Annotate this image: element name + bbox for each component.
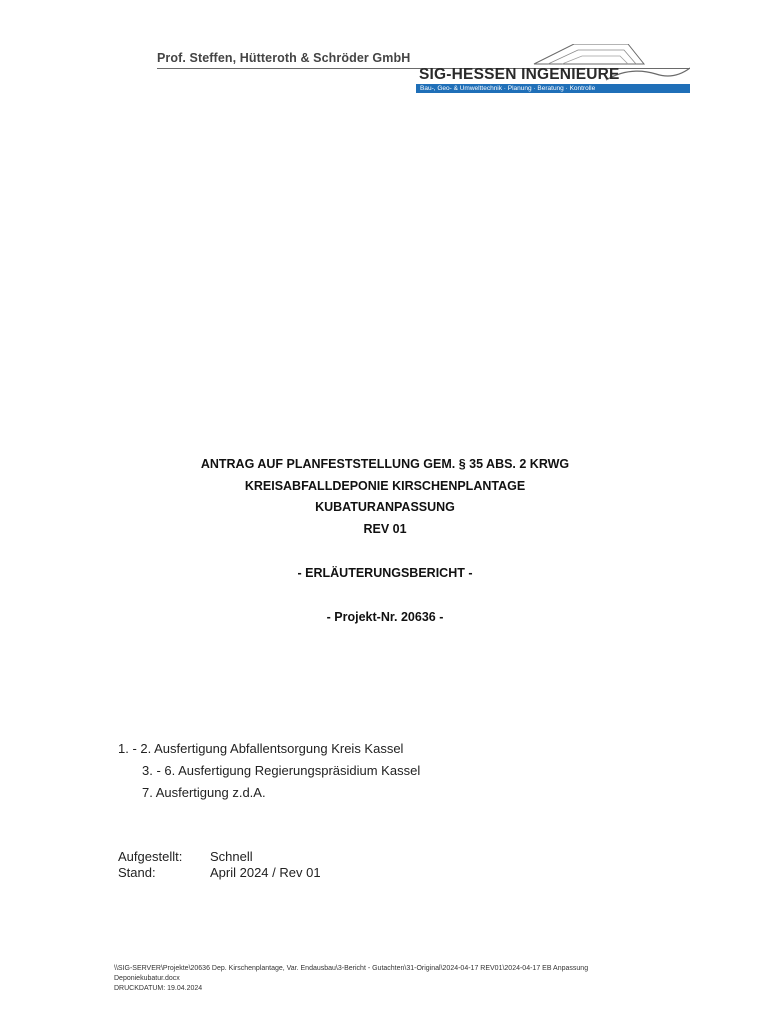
distribution-item: 1. - 2. Ausfertigung Abfallentsorgung Kreis Kassel bbox=[118, 741, 404, 756]
author-value: Schnell bbox=[210, 849, 253, 864]
author-label: Aufgestellt: bbox=[118, 849, 183, 864]
file-path-line-1: \\SIG-SERVER\Projekte\20636 Dep. Kirschenplantage, Var. Endausbau\3-Bericht - Gutachten\31-Original\2024-04-17 REV01\2024-04-17 EB Anpassung bbox=[114, 965, 589, 972]
project-number: - Projekt-Nr. 20636 - bbox=[326, 610, 444, 624]
logo-tagline: Bau-, Geo- & Umwelttechnik · Planung · Beratung · Kontrolle bbox=[420, 85, 596, 92]
report-type: - ERLÄUTERUNGSBERICHT - bbox=[297, 566, 473, 580]
document-footer bbox=[114, 964, 654, 994]
title-line-1: ANTRAG AUF PLANFESTSTELLUNG GEM. § 35 ABS. 2 KRWG bbox=[200, 457, 570, 471]
title-line-2: KREISABFALLDEPONIE KIRSCHENPLANTAGE bbox=[244, 478, 526, 493]
document-title bbox=[0, 454, 770, 540]
title-line-3: KUBATURANPASSUNG bbox=[315, 500, 455, 514]
distribution-item: 7. Ausfertigung z.d.A. bbox=[142, 785, 266, 800]
date-label: Stand: bbox=[118, 865, 156, 880]
date-value: April 2024 / Rev 01 bbox=[210, 865, 321, 880]
print-date: DRUCKDATUM: 19.04.2024 bbox=[114, 985, 203, 992]
title-line-4: REV 01 bbox=[363, 521, 407, 536]
distribution-item: 3. - 6. Ausfertigung Regierungspräsidium Kassel bbox=[142, 763, 421, 778]
logo-title: SIG-HESSEN INGENIEURE bbox=[419, 66, 620, 83]
file-path-line-2: Deponiekubatur.docx bbox=[114, 975, 180, 982]
company-name: Prof. Steffen, Hütteroth & Schröder GmbH bbox=[157, 51, 411, 65]
